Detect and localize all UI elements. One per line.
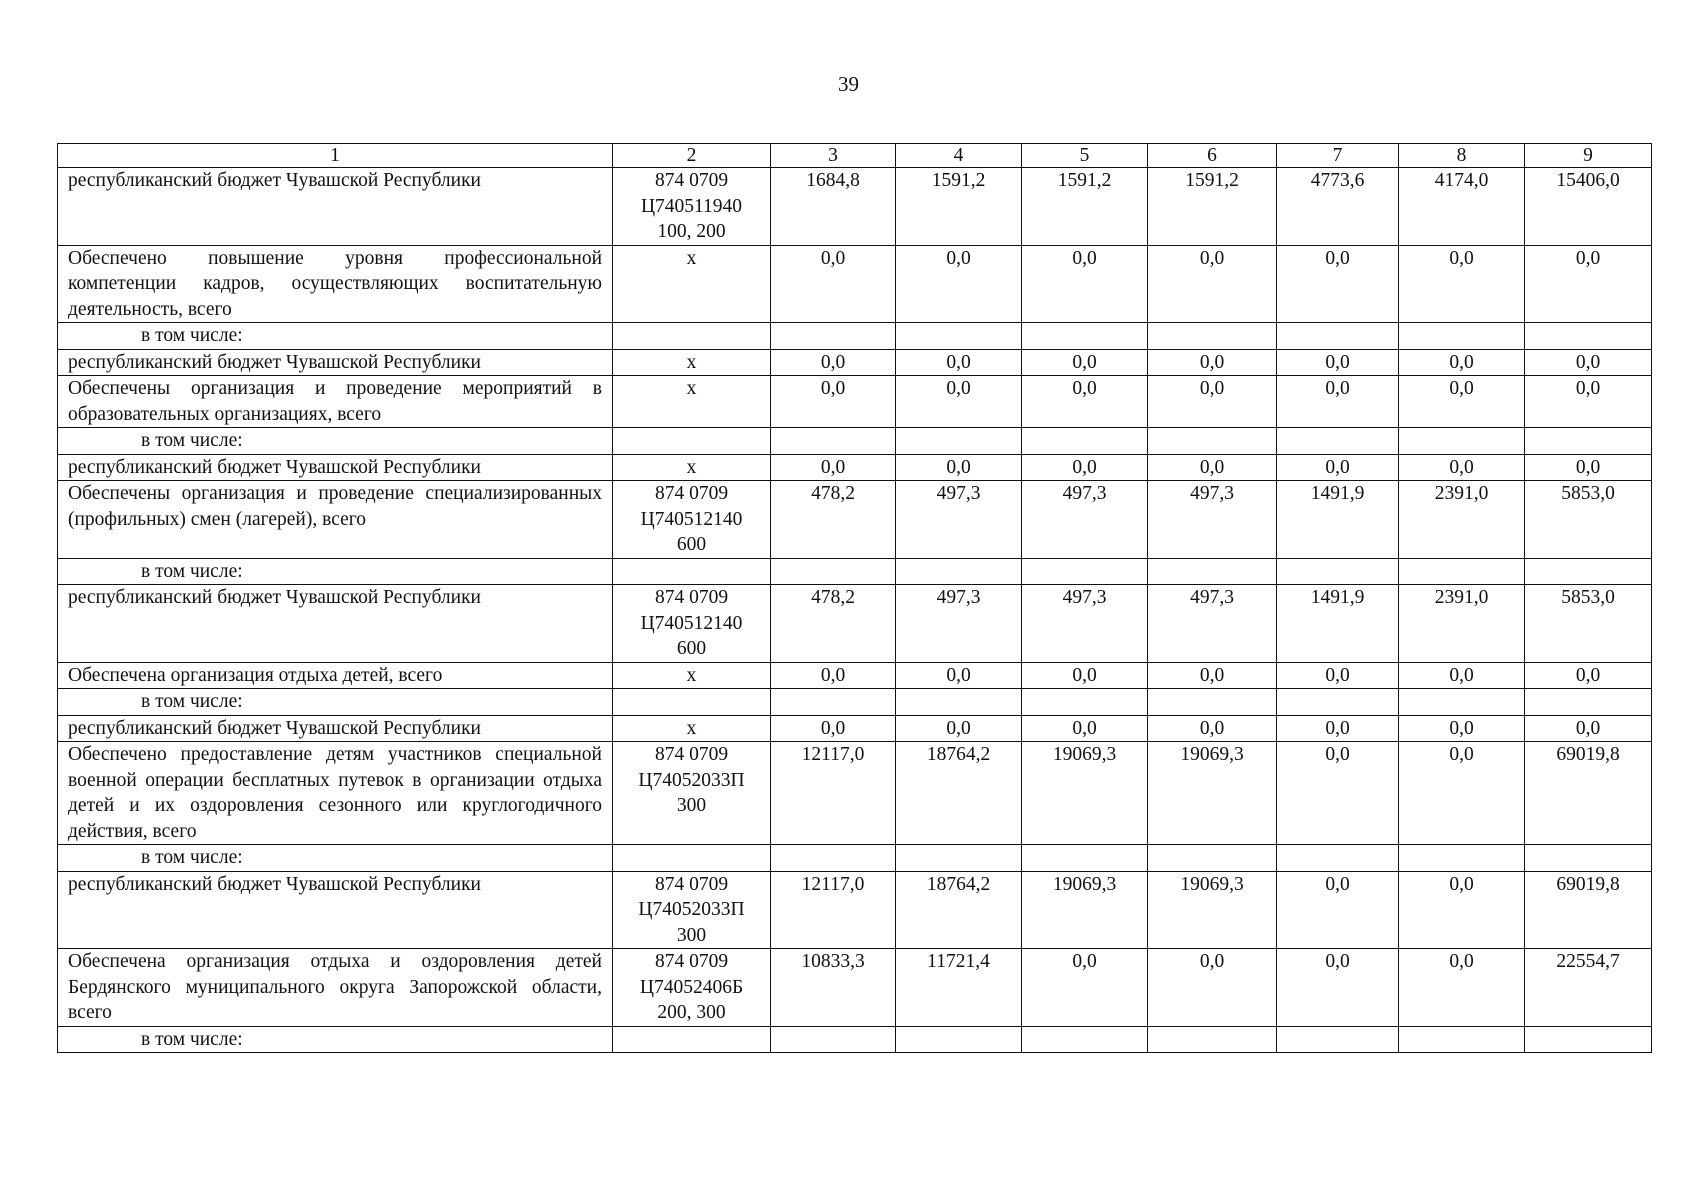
code-line: 874 0709 xyxy=(654,587,729,608)
table-row xyxy=(58,949,1652,1027)
value-cell: 0,0 xyxy=(1399,245,1525,323)
value-cell: 19069,3 xyxy=(1148,742,1277,845)
code-line: Ц74052033П xyxy=(638,769,745,791)
value-cell: 19069,3 xyxy=(1022,871,1148,949)
column-number: 7 xyxy=(1277,144,1399,168)
row-description: Обеспечена организация отдыха и оздоровления детей Бердянского муниципального округа Запорожской области, всего xyxy=(58,949,613,1027)
table-row xyxy=(58,558,1652,585)
value-cell: 12117,0 xyxy=(771,742,896,845)
code-line: х xyxy=(686,456,697,478)
value-cell xyxy=(771,845,896,872)
value-cell: 0,0 xyxy=(896,454,1022,481)
budget-classification-code xyxy=(613,558,771,585)
value-cell: 478,2 xyxy=(771,481,896,559)
value-cell xyxy=(771,428,896,455)
value-cell xyxy=(1525,428,1652,455)
value-cell: 0,0 xyxy=(1148,454,1277,481)
value-cell: 0,0 xyxy=(896,376,1022,428)
value-cell xyxy=(1022,428,1148,455)
value-cell: 497,3 xyxy=(1148,585,1277,663)
table-row xyxy=(58,323,1652,350)
value-cell: 0,0 xyxy=(1022,376,1148,428)
budget-classification-code xyxy=(613,245,771,323)
code-line: х xyxy=(686,351,697,373)
value-cell xyxy=(1277,428,1399,455)
code-line: 874 0709 xyxy=(654,483,729,504)
value-cell xyxy=(1525,558,1652,585)
table-row xyxy=(58,376,1652,428)
row-description: Обеспечена организация отдыха детей, всего xyxy=(58,662,613,689)
row-description: в том числе: xyxy=(58,689,613,716)
value-cell: 0,0 xyxy=(1399,715,1525,742)
value-cell: 0,0 xyxy=(771,662,896,689)
row-description: республиканский бюджет Чувашской Республики xyxy=(58,454,613,481)
code-line: 100, 200 xyxy=(657,221,726,242)
value-cell: 0,0 xyxy=(1399,662,1525,689)
column-number: 8 xyxy=(1399,144,1525,168)
value-cell: 5853,0 xyxy=(1525,481,1652,559)
value-cell: 0,0 xyxy=(896,349,1022,376)
value-cell: 19069,3 xyxy=(1148,871,1277,949)
table-row xyxy=(58,715,1652,742)
table-row xyxy=(58,481,1652,559)
table-row xyxy=(58,845,1652,872)
code-line: 600 xyxy=(676,534,707,555)
value-cell: 0,0 xyxy=(1525,349,1652,376)
value-cell: 0,0 xyxy=(1277,349,1399,376)
row-description: в том числе: xyxy=(58,428,613,455)
table-row xyxy=(58,742,1652,845)
value-cell xyxy=(771,323,896,350)
value-cell: 4174,0 xyxy=(1399,168,1525,246)
code-line: 200, 300 xyxy=(657,1002,726,1023)
table-row xyxy=(58,349,1652,376)
value-cell: 19069,3 xyxy=(1022,742,1148,845)
value-cell: 0,0 xyxy=(1277,376,1399,428)
value-cell: 10833,3 xyxy=(771,949,896,1027)
value-cell: 0,0 xyxy=(1399,376,1525,428)
code-line: 874 0709 xyxy=(654,170,729,191)
value-cell: 1591,2 xyxy=(896,168,1022,246)
column-number: 3 xyxy=(771,144,896,168)
table-row xyxy=(58,168,1652,246)
row-description: в том числе: xyxy=(58,845,613,872)
value-cell: 0,0 xyxy=(1148,349,1277,376)
table-row xyxy=(58,454,1652,481)
value-cell: 0,0 xyxy=(1399,871,1525,949)
value-cell xyxy=(1525,323,1652,350)
value-cell: 497,3 xyxy=(896,481,1022,559)
budget-classification-code xyxy=(613,349,771,376)
value-cell xyxy=(1148,689,1277,716)
table-row xyxy=(58,662,1652,689)
value-cell: 497,3 xyxy=(896,585,1022,663)
value-cell: 0,0 xyxy=(896,715,1022,742)
value-cell xyxy=(1399,689,1525,716)
value-cell: 0,0 xyxy=(1525,454,1652,481)
budget-classification-code xyxy=(613,481,771,559)
row-description: Обеспечено предоставление детям участников специальной военной операции бесплатных путевок в организации отдыха детей и их оздоровления сезонного или круглогодичного действия, всего xyxy=(58,742,613,845)
budget-classification-code xyxy=(613,871,771,949)
table-row xyxy=(58,689,1652,716)
table-row xyxy=(58,871,1652,949)
value-cell: 0,0 xyxy=(1525,245,1652,323)
value-cell xyxy=(896,323,1022,350)
value-cell: 0,0 xyxy=(1525,715,1652,742)
row-description: республиканский бюджет Чувашской Республики xyxy=(58,871,613,949)
value-cell: 0,0 xyxy=(896,245,1022,323)
value-cell: 0,0 xyxy=(771,245,896,323)
value-cell: 18764,2 xyxy=(896,742,1022,845)
value-cell xyxy=(1148,428,1277,455)
value-cell: 0,0 xyxy=(771,349,896,376)
value-cell: 0,0 xyxy=(1399,349,1525,376)
value-cell: 0,0 xyxy=(1277,871,1399,949)
value-cell: 0,0 xyxy=(771,454,896,481)
value-cell xyxy=(1399,323,1525,350)
value-cell: 0,0 xyxy=(1022,949,1148,1027)
column-number: 2 xyxy=(613,144,771,168)
value-cell: 0,0 xyxy=(1148,662,1277,689)
code-line: 600 xyxy=(676,638,707,659)
value-cell: 2391,0 xyxy=(1399,585,1525,663)
budget-classification-code xyxy=(613,585,771,663)
column-number: 4 xyxy=(896,144,1022,168)
value-cell xyxy=(1525,1026,1652,1053)
row-description: республиканский бюджет Чувашской Республики xyxy=(58,585,613,663)
code-line: Ц740512140 xyxy=(640,612,743,634)
budget-classification-code xyxy=(613,845,771,872)
budget-table xyxy=(57,143,1652,1053)
value-cell: 2391,0 xyxy=(1399,481,1525,559)
value-cell xyxy=(771,558,896,585)
value-cell: 0,0 xyxy=(771,376,896,428)
table-row xyxy=(58,245,1652,323)
row-description: республиканский бюджет Чувашской Республики xyxy=(58,349,613,376)
code-line: Ц74052033П xyxy=(638,899,745,920)
code-line: 874 0709 xyxy=(654,744,729,765)
value-cell xyxy=(1399,428,1525,455)
code-line: х xyxy=(686,664,697,686)
value-cell: 0,0 xyxy=(1277,662,1399,689)
value-cell: 4773,6 xyxy=(1277,168,1399,246)
value-cell xyxy=(1399,845,1525,872)
code-line: 874 0709 xyxy=(654,951,729,972)
code-line: Ц740511940 xyxy=(640,195,743,217)
value-cell: 5853,0 xyxy=(1525,585,1652,663)
value-cell: 0,0 xyxy=(1277,742,1399,845)
value-cell: 12117,0 xyxy=(771,871,896,949)
value-cell: 0,0 xyxy=(1277,245,1399,323)
value-cell: 0,0 xyxy=(1148,949,1277,1027)
value-cell xyxy=(1277,323,1399,350)
value-cell: 0,0 xyxy=(1148,715,1277,742)
value-cell xyxy=(1022,689,1148,716)
value-cell xyxy=(771,1026,896,1053)
value-cell xyxy=(896,689,1022,716)
value-cell: 1491,9 xyxy=(1277,481,1399,559)
value-cell: 0,0 xyxy=(1022,662,1148,689)
value-cell: 0,0 xyxy=(1277,454,1399,481)
budget-classification-code xyxy=(613,715,771,742)
column-number-header-row xyxy=(58,144,1652,168)
value-cell xyxy=(1277,558,1399,585)
value-cell: 11721,4 xyxy=(896,949,1022,1027)
code-line: Ц740512140 xyxy=(640,508,743,530)
value-cell xyxy=(896,845,1022,872)
value-cell: 1491,9 xyxy=(1277,585,1399,663)
value-cell: 18764,2 xyxy=(896,871,1022,949)
code-line: Ц74052406Б xyxy=(639,976,744,998)
value-cell: 69019,8 xyxy=(1525,871,1652,949)
value-cell xyxy=(896,558,1022,585)
value-cell xyxy=(896,1026,1022,1053)
row-description: Обеспечено повышение уровня профессиональной компетенции кадров, осуществляющих воспитательную деятельность, всего xyxy=(58,245,613,323)
value-cell: 478,2 xyxy=(771,585,896,663)
value-cell: 0,0 xyxy=(1148,245,1277,323)
value-cell xyxy=(1022,1026,1148,1053)
code-line: х xyxy=(686,378,697,399)
value-cell: 0,0 xyxy=(1399,454,1525,481)
row-description: в том числе: xyxy=(58,1026,613,1053)
budget-classification-code xyxy=(613,742,771,845)
budget-classification-code xyxy=(613,1026,771,1053)
column-number: 6 xyxy=(1148,144,1277,168)
value-cell: 0,0 xyxy=(1022,245,1148,323)
value-cell: 1591,2 xyxy=(1148,168,1277,246)
value-cell xyxy=(1148,323,1277,350)
code-line: х xyxy=(686,247,697,269)
value-cell: 0,0 xyxy=(1525,662,1652,689)
value-cell: 1591,2 xyxy=(1022,168,1148,246)
budget-classification-code xyxy=(613,168,771,246)
value-cell: 497,3 xyxy=(1022,585,1148,663)
row-description: в том числе: xyxy=(58,558,613,585)
value-cell: 0,0 xyxy=(771,715,896,742)
budget-classification-code xyxy=(613,454,771,481)
value-cell xyxy=(1277,689,1399,716)
value-cell: 0,0 xyxy=(1277,949,1399,1027)
value-cell: 0,0 xyxy=(1399,949,1525,1027)
value-cell xyxy=(1399,1026,1525,1053)
value-cell: 0,0 xyxy=(1525,376,1652,428)
value-cell: 0,0 xyxy=(1022,349,1148,376)
budget-classification-code xyxy=(613,949,771,1027)
value-cell xyxy=(896,428,1022,455)
budget-classification-code xyxy=(613,323,771,350)
value-cell: 0,0 xyxy=(896,662,1022,689)
value-cell xyxy=(1277,845,1399,872)
value-cell: 0,0 xyxy=(1399,742,1525,845)
table-row xyxy=(58,1026,1652,1053)
value-cell xyxy=(1022,845,1148,872)
code-line: 874 0709 xyxy=(654,873,729,895)
budget-classification-code xyxy=(613,662,771,689)
budget-classification-code xyxy=(613,376,771,428)
value-cell: 0,0 xyxy=(1148,376,1277,428)
code-line: 300 xyxy=(676,924,707,946)
value-cell: 69019,8 xyxy=(1525,742,1652,845)
value-cell xyxy=(1148,845,1277,872)
row-description: Обеспечены организация и проведение мероприятий в образовательных организациях, всего xyxy=(58,376,613,428)
row-description: Обеспечены организация и проведение специализированных (профильных) смен (лагерей), всего xyxy=(58,481,613,559)
value-cell xyxy=(771,689,896,716)
value-cell xyxy=(1022,323,1148,350)
value-cell xyxy=(1399,558,1525,585)
row-description: республиканский бюджет Чувашской Республики xyxy=(58,715,613,742)
budget-classification-code xyxy=(613,428,771,455)
value-cell xyxy=(1148,1026,1277,1053)
value-cell: 0,0 xyxy=(1277,715,1399,742)
row-description: в том числе: xyxy=(58,323,613,350)
value-cell: 22554,7 xyxy=(1525,949,1652,1027)
value-cell xyxy=(1525,845,1652,872)
column-number: 5 xyxy=(1022,144,1148,168)
code-line: х xyxy=(686,717,697,739)
code-line: 300 xyxy=(676,795,707,816)
value-cell: 15406,0 xyxy=(1525,168,1652,246)
page-number: 39 xyxy=(838,72,859,96)
table-row xyxy=(58,585,1652,663)
value-cell: 0,0 xyxy=(1022,715,1148,742)
budget-classification-code xyxy=(613,689,771,716)
table-body xyxy=(58,144,1652,1053)
value-cell xyxy=(1277,1026,1399,1053)
value-cell: 1684,8 xyxy=(771,168,896,246)
value-cell xyxy=(1022,558,1148,585)
value-cell: 497,3 xyxy=(1148,481,1277,559)
value-cell: 497,3 xyxy=(1022,481,1148,559)
value-cell xyxy=(1525,689,1652,716)
value-cell xyxy=(1148,558,1277,585)
row-description: республиканский бюджет Чувашской Республики xyxy=(58,168,613,246)
value-cell: 0,0 xyxy=(1022,454,1148,481)
column-number: 9 xyxy=(1525,144,1652,168)
table-row xyxy=(58,428,1652,455)
column-number: 1 xyxy=(58,144,613,168)
